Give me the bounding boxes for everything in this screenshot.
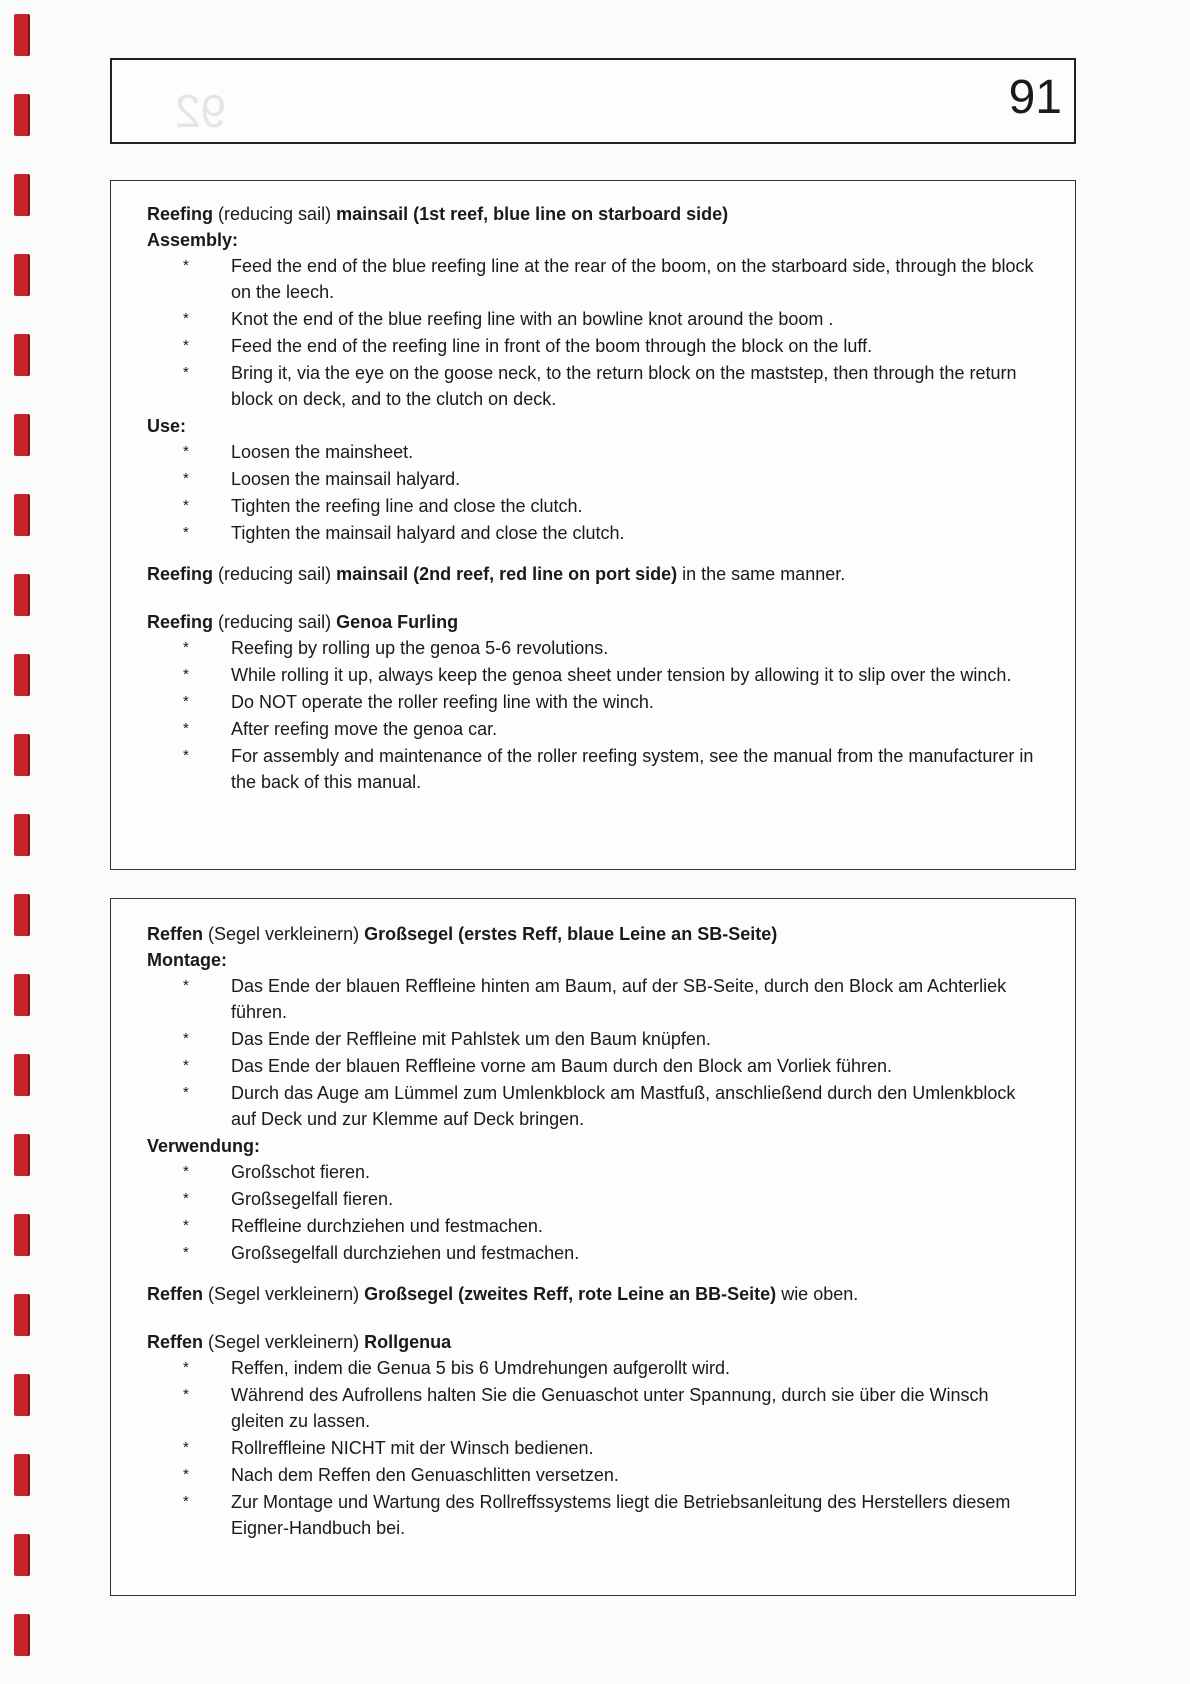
list-item: * Knot the end of the blue reefing line with an bowline knot around the boom . <box>147 306 1039 332</box>
bullet-star: * <box>183 337 189 354</box>
list-item: * Loosen the mainsheet. <box>147 439 1039 465</box>
list-item: * Das Ende der blauen Reffleine vorne am Baum durch den Block am Vorliek führen. <box>147 1053 1039 1079</box>
bullet-star: * <box>183 1030 189 1047</box>
binding-hole <box>14 94 28 136</box>
list-item: * Feed the end of the reefing line in front of the boom through the block on the luff. <box>147 333 1039 359</box>
bullet-star: * <box>183 977 189 994</box>
list-item: * Bring it, via the eye on the goose neck, to the return block on the maststep, then through the return block on deck, and to the clutch on deck. <box>147 360 1039 412</box>
binding-hole <box>14 1054 28 1096</box>
use-list <box>147 439 1039 546</box>
bullet-star: * <box>183 1386 189 1403</box>
binding-hole <box>14 1134 28 1176</box>
page-header <box>110 58 1076 144</box>
binding-hole <box>14 1214 28 1256</box>
binding-hole <box>14 1374 28 1416</box>
list-item: * Großschot fieren. <box>147 1159 1039 1185</box>
binding-hole <box>14 734 28 776</box>
list-item: * Reffleine durchziehen und festmachen. <box>147 1213 1039 1239</box>
use-list <box>147 1159 1039 1266</box>
list-item: * Das Ende der blauen Reffleine hinten am Baum, auf der SB-Seite, durch den Block am Achterliek führen. <box>147 973 1039 1025</box>
list-item: * Das Ende der Reffleine mit Pahlstek um den Baum knüpfen. <box>147 1026 1039 1052</box>
assembly-list <box>147 253 1039 412</box>
binding-hole <box>14 1534 28 1576</box>
list-item: * Feed the end of the blue reefing line at the rear of the boom, on the starboard side, through the block on the leech. <box>147 253 1039 305</box>
bullet-star: * <box>183 1493 189 1510</box>
spiral-binding <box>10 0 40 1684</box>
bullet-star: * <box>183 257 189 274</box>
binding-hole <box>14 174 28 216</box>
genoa-list <box>147 1355 1039 1541</box>
german-section <box>110 898 1076 1596</box>
binding-hole <box>14 1454 28 1496</box>
bullet-star: * <box>183 1190 189 1207</box>
bullet-star: * <box>183 364 189 381</box>
list-item: * Tighten the mainsail halyard and close the clutch. <box>147 520 1039 546</box>
binding-hole <box>14 14 28 56</box>
list-item: * Zur Montage und Wartung des Rollreffssystems liegt die Betriebsanleitung des Herstellers diesem Eigner-Handbuch bei. <box>147 1489 1039 1541</box>
bullet-star: * <box>183 310 189 327</box>
page-number: 91 <box>1008 71 1062 124</box>
binding-hole <box>14 1294 28 1336</box>
list-item: * For assembly and maintenance of the roller reefing system, see the manual from the manufacturer in the back of this manual. <box>147 743 1039 795</box>
bullet-star: * <box>183 666 189 683</box>
binding-hole <box>14 654 28 696</box>
bullet-star: * <box>183 693 189 710</box>
binding-hole <box>14 494 28 536</box>
list-item: * Reefing by rolling up the genoa 5-6 revolutions. <box>147 635 1039 661</box>
binding-hole <box>14 254 28 296</box>
bullet-star: * <box>183 747 189 764</box>
binding-hole <box>14 894 28 936</box>
list-item: * Nach dem Reffen den Genuaschlitten versetzen. <box>147 1462 1039 1488</box>
genoa-list <box>147 635 1039 795</box>
bullet-star: * <box>183 1244 189 1261</box>
bullet-star: * <box>183 1439 189 1456</box>
mainsail-second-reef-line: Reefing (reducing sail) mainsail (2nd reef, red line on port side) in the same manner. <box>147 564 846 584</box>
binding-hole <box>14 974 28 1016</box>
binding-hole <box>14 1614 28 1656</box>
bullet-star: * <box>183 524 189 541</box>
list-item: * Durch das Auge am Lümmel zum Umlenkblock am Mastfuß, anschließend durch den Umlenkblock auf Deck und zur Klemme auf Deck bringen. <box>147 1080 1039 1132</box>
mainsail-second-reef-line: Reffen (Segel verkleinern) Großsegel (zweites Reff, rote Leine an BB-Seite) wie oben. <box>147 1284 859 1304</box>
bullet-star: * <box>183 470 189 487</box>
bullet-star: * <box>183 1466 189 1483</box>
assembly-list <box>147 973 1039 1132</box>
english-section <box>110 180 1076 870</box>
list-item: * Loosen the mainsail halyard. <box>147 466 1039 492</box>
genoa-furling-title: Reefing (reducing sail) Genoa Furling <box>147 612 459 632</box>
list-item: * Reffen, indem die Genua 5 bis 6 Umdrehungen aufgerollt wird. <box>147 1355 1039 1381</box>
list-item: * After reefing move the genoa car. <box>147 716 1039 742</box>
list-item: * While rolling it up, always keep the genoa sheet under tension by allowing it to slip over the winch. <box>147 662 1039 688</box>
list-item: * Do NOT operate the roller reefing line with the winch. <box>147 689 1039 715</box>
bullet-star: * <box>183 1084 189 1101</box>
use-label: Use: <box>147 416 187 436</box>
assembly-label: Montage: <box>147 950 227 970</box>
bullet-star: * <box>183 1359 189 1376</box>
bullet-star: * <box>183 639 189 656</box>
bullet-star: * <box>183 497 189 514</box>
mainsail-first-reef-title: Reffen (Segel verkleinern) Großsegel (erstes Reff, blaue Leine an SB-Seite) <box>147 924 778 944</box>
list-item: * Großsegelfall fieren. <box>147 1186 1039 1212</box>
bullet-star: * <box>183 1163 189 1180</box>
list-item: * Während des Aufrollens halten Sie die Genuaschot unter Spannung, durch sie über die Winsch gleiten zu lassen. <box>147 1382 1039 1434</box>
binding-hole <box>14 814 28 856</box>
list-item: * Rollreffleine NICHT mit der Winsch bedienen. <box>147 1435 1039 1461</box>
binding-hole <box>14 574 28 616</box>
bleed-through-page-number: 92 <box>175 85 227 137</box>
list-item: * Großsegelfall durchziehen und festmachen. <box>147 1240 1039 1266</box>
binding-hole <box>14 414 28 456</box>
bullet-star: * <box>183 1217 189 1234</box>
use-label: Verwendung: <box>147 1136 261 1156</box>
mainsail-first-reef-title: Reefing (reducing sail) mainsail (1st reef, blue line on starboard side) <box>147 204 729 224</box>
bullet-star: * <box>183 1057 189 1074</box>
assembly-label: Assembly: <box>147 230 239 250</box>
genoa-furling-title: Reffen (Segel verkleinern) Rollgenua <box>147 1332 452 1352</box>
binding-hole <box>14 334 28 376</box>
bullet-star: * <box>183 720 189 737</box>
bullet-star: * <box>183 443 189 460</box>
list-item: * Tighten the reefing line and close the clutch. <box>147 493 1039 519</box>
